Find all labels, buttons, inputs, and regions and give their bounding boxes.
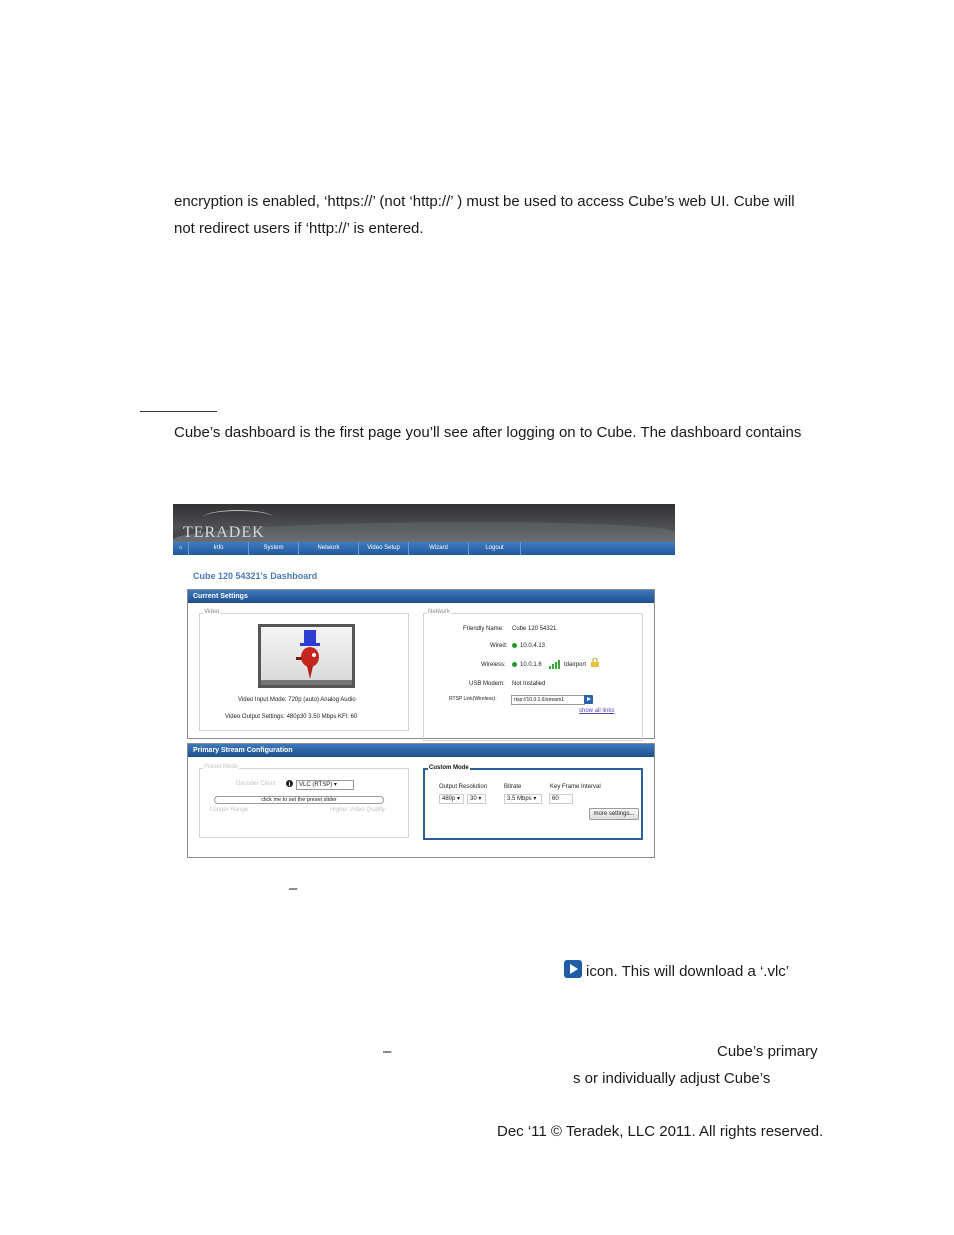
info-icon[interactable] bbox=[286, 780, 293, 787]
fps-value: 30 bbox=[470, 796, 477, 802]
rtsp-link-label: RTSP Link(Wireless): bbox=[449, 696, 497, 702]
play-link-icon bbox=[564, 960, 582, 978]
decoder-client-value: VLC (RTSP) bbox=[299, 782, 333, 788]
more-settings-button[interactable]: more settings... bbox=[589, 808, 639, 820]
body-line-redirect: not redirect users if ‘http://’ is entered. bbox=[174, 220, 424, 237]
dash-1: – bbox=[289, 880, 298, 897]
friendly-name-value: Cube 120 54321 bbox=[512, 626, 557, 632]
body-line-primary: Cube’s primary bbox=[717, 1043, 818, 1060]
banner bbox=[173, 504, 675, 542]
bitrate-label: Bitrate bbox=[504, 784, 522, 790]
network-legend: Network bbox=[428, 609, 451, 615]
wired-ip: 10.0.4.13 bbox=[520, 643, 546, 649]
nav-bar bbox=[173, 542, 675, 555]
output-resolution-label: Output Resolution bbox=[439, 784, 488, 790]
wireless-value bbox=[512, 662, 542, 668]
body-line-dashboard: Cube’s dashboard is the first page you’ll see after logging on to Cube. The dashboard contains bbox=[174, 424, 802, 441]
longer-range-label: Longer Range bbox=[210, 807, 249, 813]
preset-fieldset bbox=[199, 764, 409, 838]
bitrate-value: 3.5 Mbps bbox=[507, 796, 532, 802]
home-icon[interactable]: ⌂ bbox=[173, 542, 189, 555]
custom-legend: Custom Mode bbox=[429, 765, 469, 771]
wired-status-icon bbox=[512, 643, 517, 648]
signal-strength-icon bbox=[549, 660, 562, 669]
video-fieldset bbox=[199, 609, 409, 731]
video-preview-frame bbox=[261, 627, 352, 685]
rtsp-play-icon[interactable] bbox=[584, 695, 593, 704]
primary-stream-header: Primary Stream Configuration bbox=[188, 744, 654, 757]
teradek-logo: TERADEK bbox=[183, 524, 265, 541]
resolution-select[interactable]: 480p ▾ bbox=[439, 794, 464, 804]
preset-slider[interactable]: click me to set the preset slider bbox=[214, 796, 384, 804]
video-preview bbox=[258, 624, 355, 688]
video-legend: Video bbox=[204, 609, 220, 615]
nav-video-setup[interactable]: Video Setup bbox=[359, 542, 409, 555]
resolution-value: 480p bbox=[442, 796, 456, 802]
kfi-input[interactable]: 60 bbox=[549, 794, 573, 804]
wireless-label: Wireless: bbox=[481, 662, 506, 668]
rtsp-link-field[interactable]: rtsp://10.0.1.6/stream1 bbox=[511, 695, 585, 705]
bitrate-select[interactable]: 3.5 Mbps ▾ bbox=[504, 794, 542, 804]
current-settings-panel bbox=[187, 589, 655, 739]
usb-modem-value: Not Installed bbox=[512, 681, 546, 687]
nav-network[interactable]: Network bbox=[299, 542, 359, 555]
wireless-ssid: tdairport bbox=[564, 662, 587, 668]
wired-value bbox=[512, 643, 545, 649]
wired-label: Wired: bbox=[490, 643, 508, 649]
show-all-links[interactable]: show all links bbox=[579, 708, 615, 714]
video-output-settings: Video Output Settings: 480p30 3.50 Mbps KFI: 60 bbox=[225, 714, 358, 720]
primary-stream-panel bbox=[187, 743, 655, 858]
video-preview-caption bbox=[261, 680, 352, 685]
body-line-encryption: encryption is enabled, ‘https://’ (not ‘http://’ ) must be used to access Cube’s web UI. Cube will bbox=[174, 193, 795, 210]
wireless-status-icon bbox=[512, 662, 517, 667]
network-fieldset bbox=[423, 609, 643, 741]
higher-quality-label: Higher Video Quality bbox=[330, 807, 385, 813]
dashboard-title: Cube 120 54321's Dashboard bbox=[193, 571, 318, 581]
usb-modem-label: USB Modem: bbox=[469, 681, 505, 687]
body-line-adjust: s or individually adjust Cube’s bbox=[573, 1070, 771, 1087]
nav-info[interactable]: Info bbox=[189, 542, 249, 555]
dash-2: – bbox=[383, 1043, 392, 1060]
decoder-client-label: Decoder Client bbox=[236, 781, 276, 787]
custom-fieldset bbox=[423, 765, 643, 840]
body-line-icon: icon. This will download a ‘.vlc’ bbox=[586, 963, 790, 980]
lock-icon bbox=[591, 658, 599, 667]
video-input-mode: Video Input Mode: 720p (auto) Analog Audio bbox=[238, 697, 356, 703]
nav-wizard[interactable]: Wizard bbox=[409, 542, 469, 555]
logo-wings-icon bbox=[203, 510, 273, 525]
mascot-icon bbox=[261, 627, 352, 685]
friendly-name-label: Friendly Name: bbox=[463, 626, 504, 632]
dashboard-screenshot bbox=[173, 504, 675, 860]
page-footer: Dec ‘11 © Teradek, LLC 2011. All rights reserved. bbox=[497, 1123, 824, 1140]
decoder-client-select[interactable]: VLC (RTSP) ▾ bbox=[296, 780, 354, 790]
preset-legend: Preset Mode bbox=[204, 764, 239, 770]
current-settings-header: Current Settings bbox=[188, 590, 654, 603]
nav-logout[interactable]: Logout bbox=[469, 542, 521, 555]
fps-select[interactable]: 30 ▾ bbox=[467, 794, 486, 804]
nav-system[interactable]: System bbox=[249, 542, 299, 555]
key-frame-interval-label: Key Frame Interval bbox=[550, 784, 601, 790]
wireless-ip: 10.0.1.6 bbox=[520, 662, 542, 668]
section-rule bbox=[140, 411, 217, 412]
